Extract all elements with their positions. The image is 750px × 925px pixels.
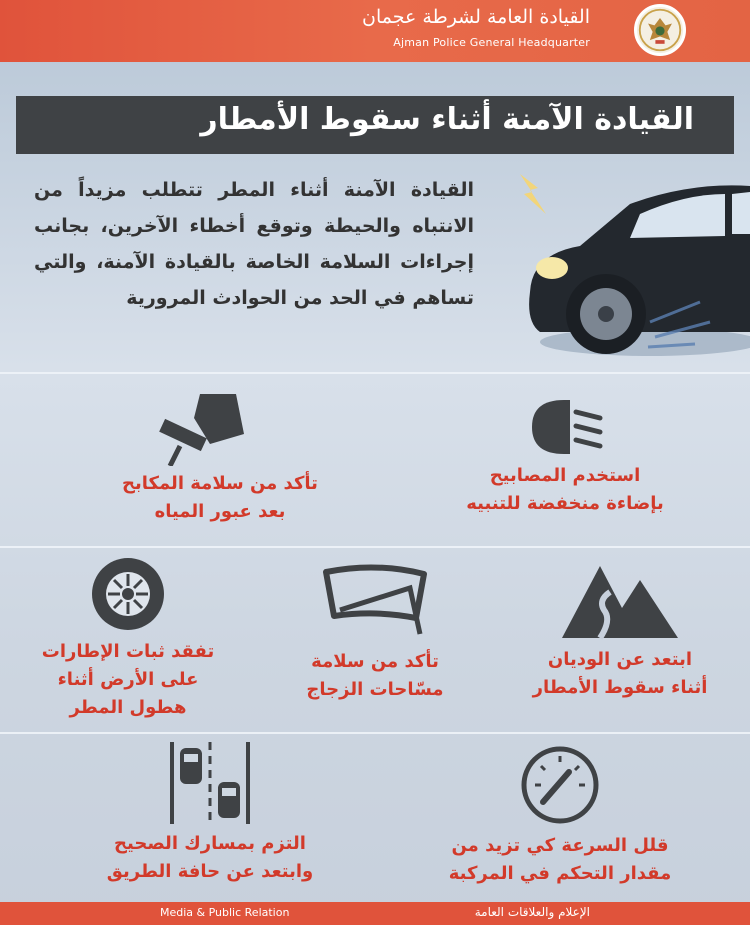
tip-wipers-line1: تأكد من سلامة [311,651,439,672]
header-title-en: Ajman Police General Headquarter [393,36,590,49]
tip-lanes-line2: وابتعد عن حافة الطريق [106,861,314,882]
title-bar [16,96,734,154]
tip-lanes [70,742,350,886]
speedometer-icon [519,744,601,826]
tip-brakes [80,388,360,526]
lane-cars-icon [168,742,252,824]
car-illustration-icon [520,172,750,362]
police-emblem-icon [634,4,686,56]
tip-headlights [430,392,700,518]
tip-tires [18,556,238,722]
windshield-wiper-icon [320,564,430,640]
tip-valleys-line2: أثناء سقوط الأمطار [532,677,708,698]
divider [0,546,750,548]
tip-valleys-line1: ابتعد عن الوديان [547,649,693,670]
tip-wipers [270,564,480,704]
tire-icon [90,556,166,632]
tip-valleys [520,560,720,702]
brake-pedal-icon [150,388,260,466]
tip-brakes-line1: تأكد من سلامة المكابح [122,473,318,494]
tip-speed-line2: مقدار التحكم في المركبة [448,863,672,884]
tip-headlights-line2: بإضاءة منخفضة للتنبيه [466,493,664,514]
tip-lanes-line1: التزم بمسارك الصحيح [114,833,306,854]
page-title: القيادة الآمنة أثناء سقوط الأمطار [200,102,694,137]
divider [0,372,750,374]
footer-right-text: الإعلام والعلاقات العامة [474,905,590,919]
intro-paragraph: القيادة الآمنة أثناء المطر تتطلب مزيداً من الانتباه والحيطة وتوقع أخطاء الآخرين، بجانب إجراءات السلامة الخاصة بالقيادة الآمنة، والتي تساهم في الحد من الحوادث المرورية [34,179,474,309]
tip-tires-line3: هطول المطر [69,697,187,718]
tip-headlights-line1: استخدم المصابيح [489,465,641,486]
tip-brakes-line2: بعد عبور المياه [154,501,286,522]
tip-wipers-line2: مسّاحات الزجاج [306,679,444,700]
tip-tires-line1: تفقد ثبات الإطارات [41,641,215,662]
low-beam-headlight-icon [524,392,606,462]
tip-speed-line1: قلل السرعة كي تزيد من [451,835,669,856]
divider [0,732,750,734]
tip-tires-line2: على الأرض أثناء [57,669,199,690]
header-bar [0,0,750,62]
tip-speed [410,744,710,888]
footer-bar [0,902,750,925]
footer-left-text: Media & Public Relation [160,906,290,919]
mountains-valley-icon [560,560,680,640]
header-title-ar: القيادة العامة لشرطة عجمان [362,6,590,28]
